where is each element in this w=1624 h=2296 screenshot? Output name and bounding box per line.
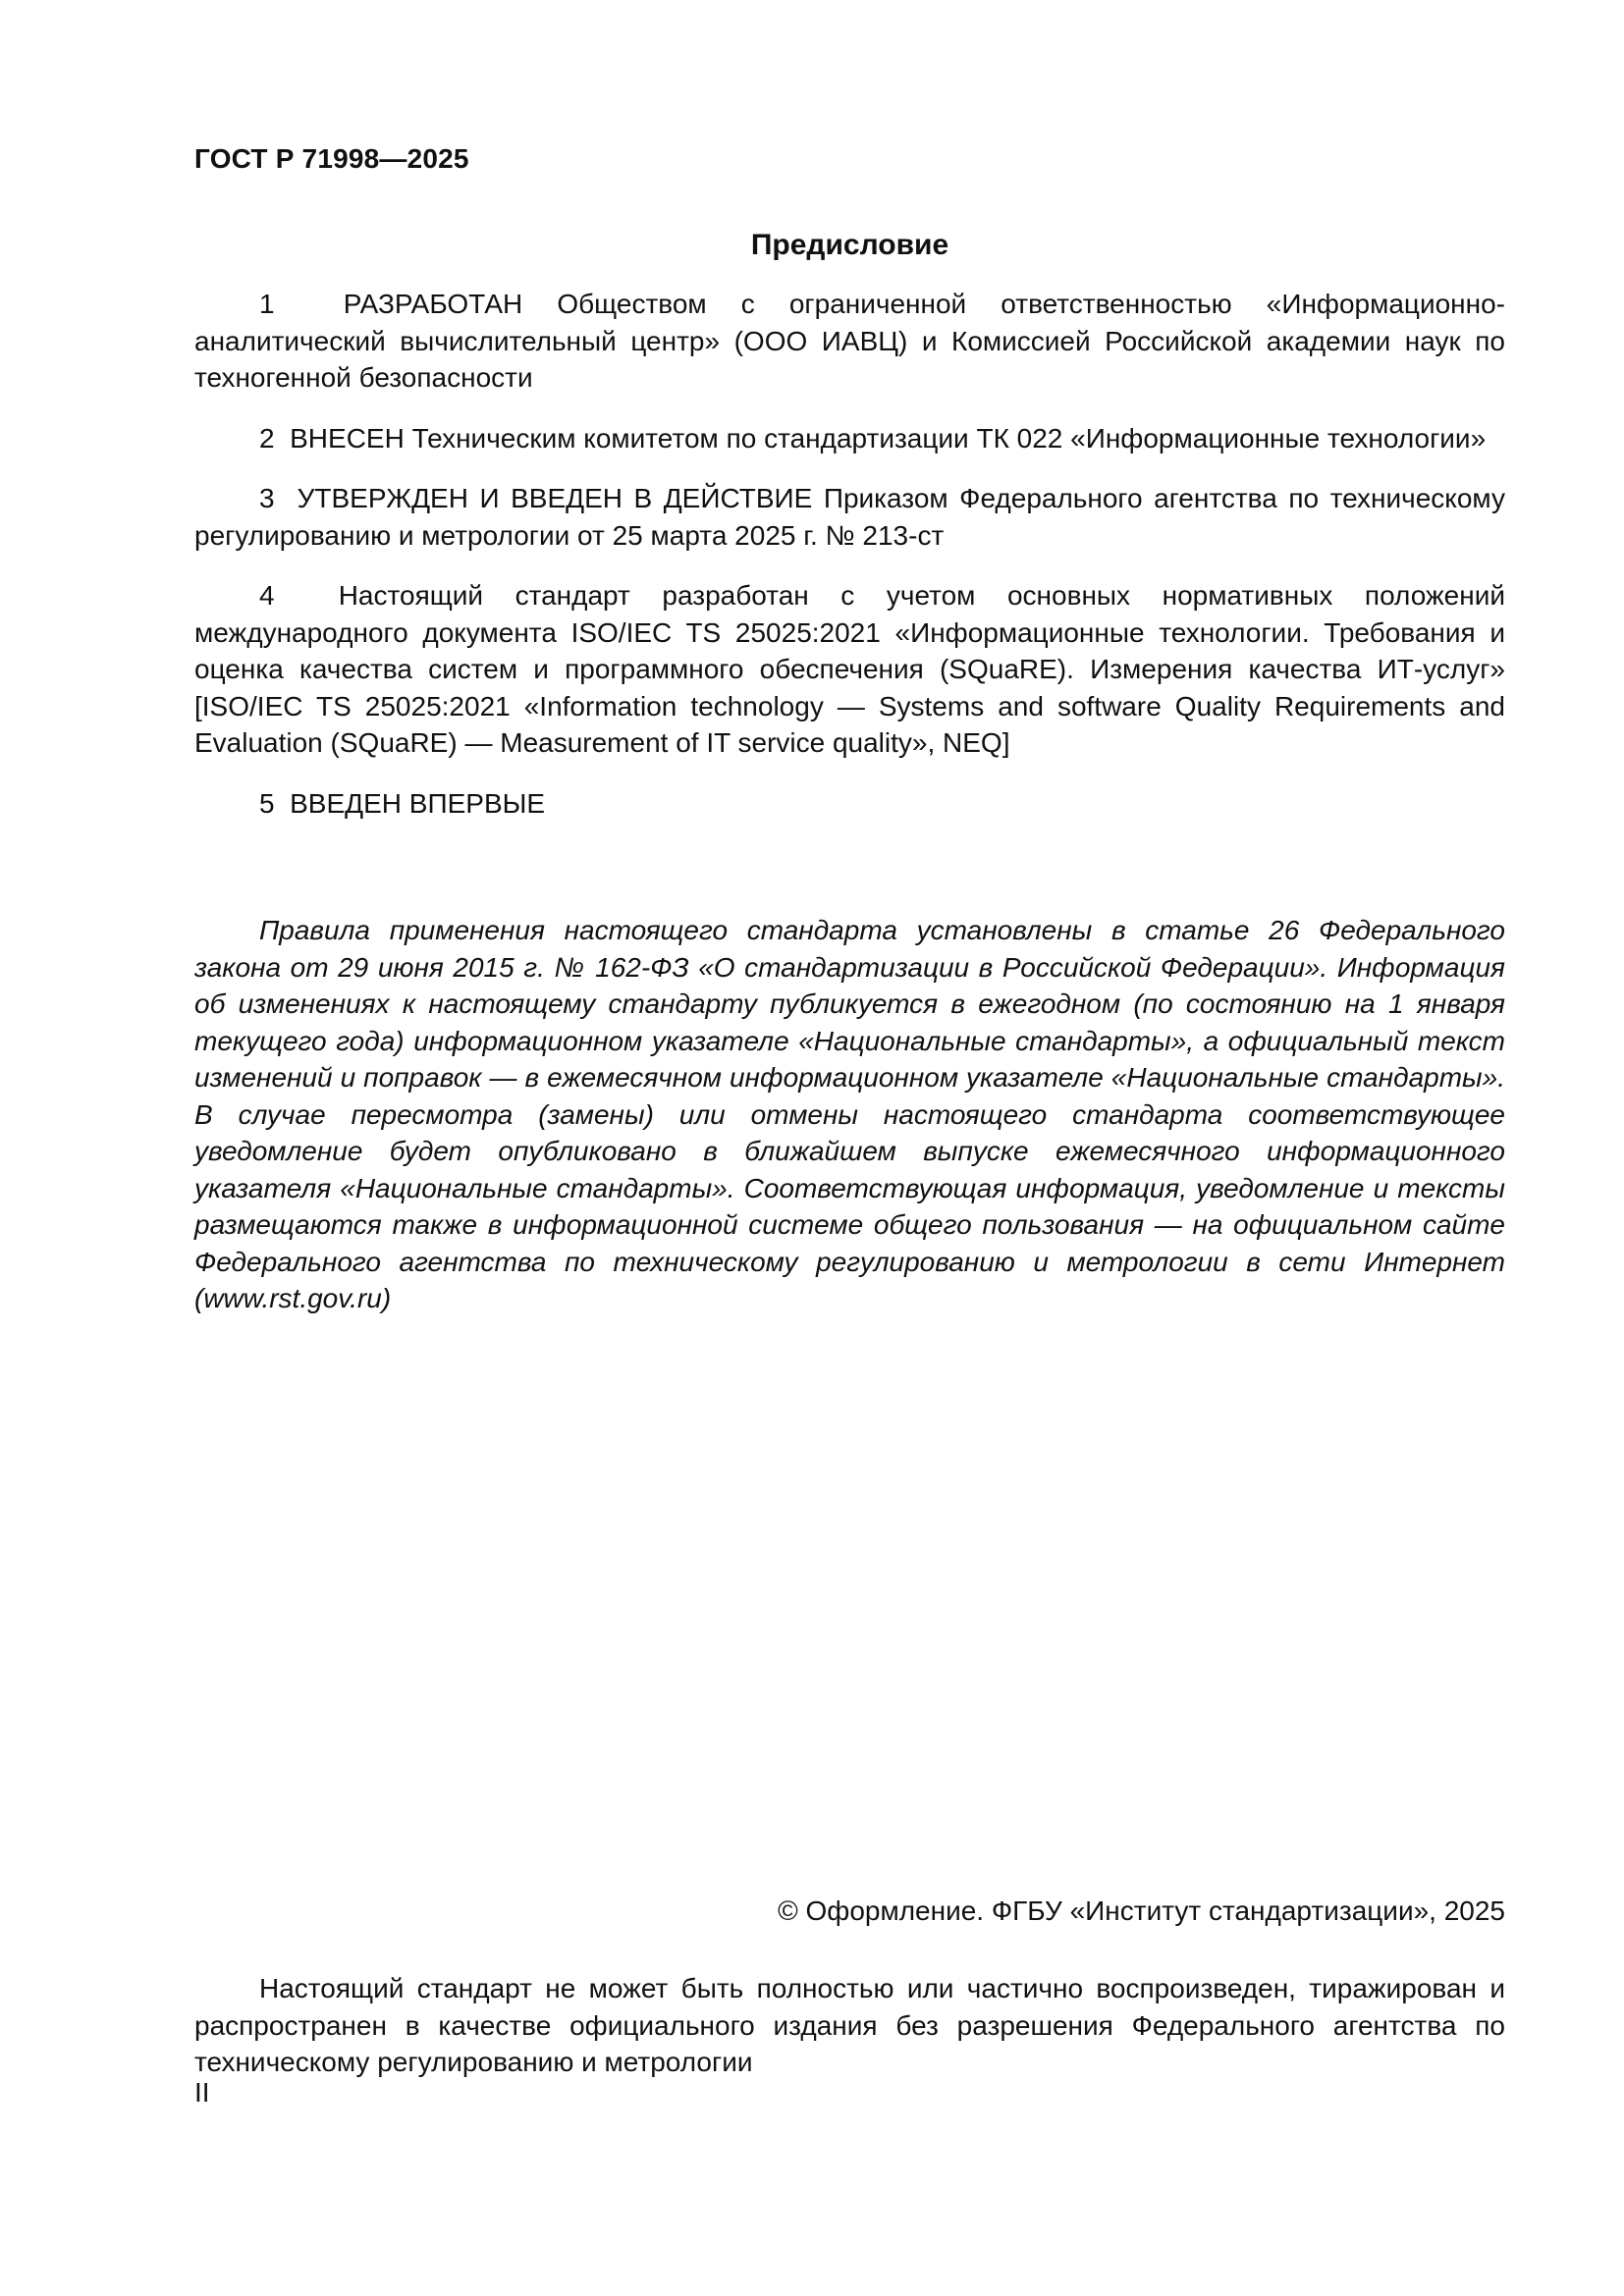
preface-item-basis: 4 Настоящий стандарт разработан с учетом основных нормативных положений международного документа ISO/IEC TS 25025:2021 «Информационные технологии. Требования и оценка качества систем и программного обеспечения (SQuaRE). Измерения качества ИТ-услуг» [ISO/IEC TS 25025:2021 «Information technology — Systems and software Quality Requirements and Evaluation (SQuaRE) — Measurement of IT service quality», NEQ]	[194, 580, 1505, 758]
copyright-notice: © Оформление. ФГБУ «Институт стандартизации», 2025	[778, 1896, 1505, 1926]
preface-section	[194, 286, 1505, 845]
distribution-restriction-notice: Настоящий стандарт не может быть полностью или частично воспроизведен, тиражирован и распространен в качестве официального издания без разрешения Федерального агентства по техническому регулированию и метрологии	[194, 1973, 1505, 2077]
application-rules-note: Правила применения настоящего стандарта установлены в статье 26 Федерального закона от 29 июня 2015 г. № 162-ФЗ «О стандартизации в Российской Федерации». Информация об изменениях к настоящему стандарту публикуется в ежегодном (по состоянию на 1 января текущего года) информационном указателе «Национальные стандарты», а официальный текст изменений и поправок — в ежемесячном информационном указателе «Национальные стандарты». В случае пересмотра (замены) или отмены настоящего стандарта соответствующее уведомление будет опубликовано в ближайшем выпуске ежемесячного информационного указателя «Национальные стандарты». Соответствующая информация, уведомление и тексты размещаются также в информационной системе общего пользования — на официальном сайте Федерального агентства по техническому регулированию и метрологии в сети Интернет (www.rst.gov.ru)	[194, 915, 1505, 1313]
preface-item-first-introduced: 5 ВВЕДЕН ВПЕРВЫЕ	[259, 787, 546, 819]
page-title: Предисловие	[750, 229, 949, 261]
standard-code: ГОСТ Р 71998—2025	[194, 143, 469, 174]
preface-item-developed: 1 РАЗРАБОТАН Обществом с ограниченной ответственностью «Информационно-аналитический вычислительный центр» (ООО ИАВЦ) и Комиссией Российской академии наук по техногенной безопасности	[194, 289, 1505, 393]
preface-item-submitted: 2 ВНЕСЕН Техническим комитетом по стандартизации ТК 022 «Информационные технологии»	[259, 422, 1487, 454]
page-number: II	[194, 2077, 210, 2108]
preface-item-approved: 3 УТВЕРЖДЕН И ВВЕДЕН В ДЕЙСТВИЕ Приказом Федерального агентства по техническому регулированию и метрологии от 25 марта 2025 г. № 213-ст	[194, 483, 1505, 551]
